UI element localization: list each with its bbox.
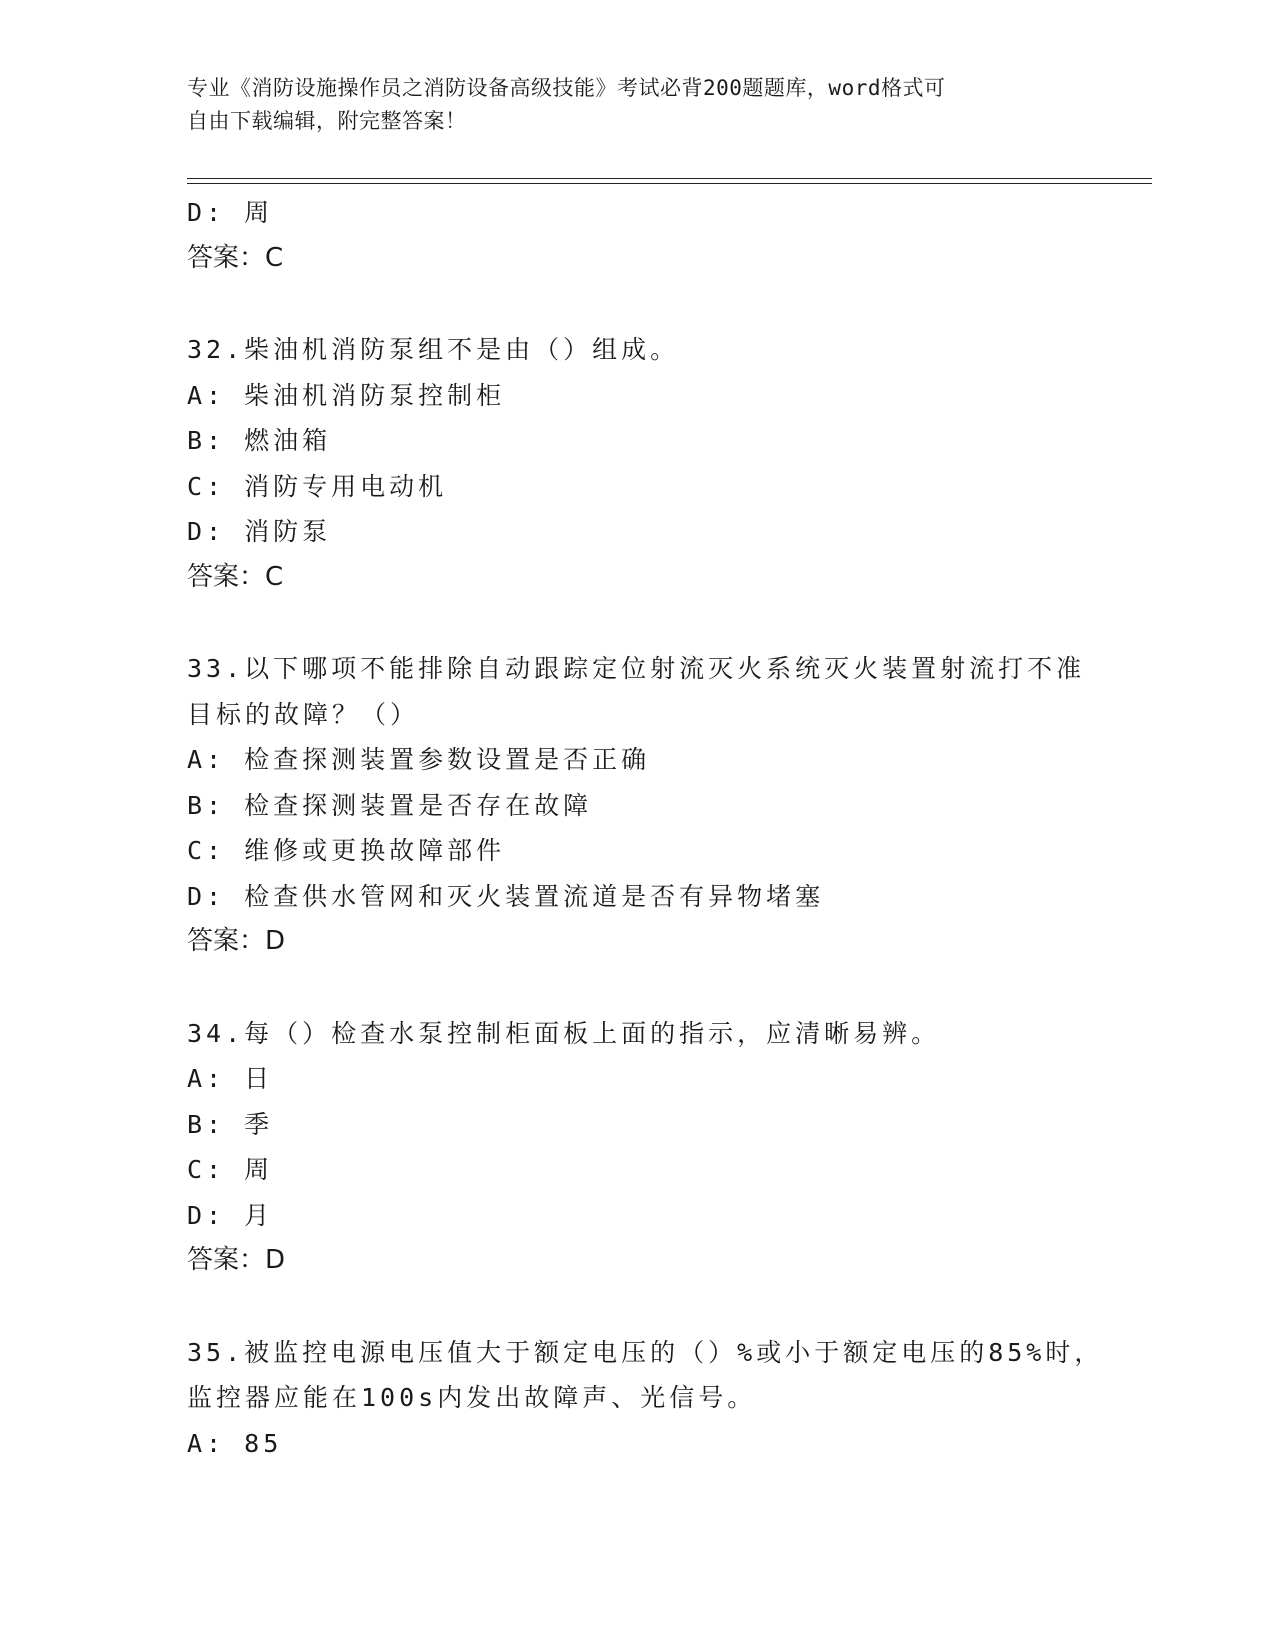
question-33-option-c: C: 维修或更换故障部件	[187, 836, 506, 865]
question-34-option-c: C: 周	[187, 1155, 274, 1184]
question-32	[187, 327, 1087, 600]
prev-question	[187, 190, 1087, 281]
question-33	[187, 646, 1087, 965]
header-line-1: 专业《消防设施操作员之消防设备高级技能》考试必背200题题库，word格式可	[187, 76, 946, 100]
question-34-answer: 答案：D	[187, 1245, 286, 1275]
header-divider-top	[187, 178, 1152, 179]
question-32-option-a: A: 柴油机消防泵控制柜	[187, 380, 506, 410]
question-33-option-d: D: 检查供水管网和灭火装置流道是否有异物堵塞	[187, 881, 825, 911]
question-34-option-b: B: 季	[187, 1109, 274, 1139]
question-33-option-a: A: 检查探测装置参数设置是否正确	[187, 745, 651, 774]
question-33-stem-line-1: 33.以下哪项不能排除自动跟踪定位射流灭火系统灭火装置射流打不准	[187, 654, 1086, 683]
question-32-option-b: B: 燃油箱	[187, 426, 332, 455]
question-35-stem-line-2: 监控器应能在100s内发出故障声、光信号。	[187, 1383, 757, 1412]
prev-answer: 答案：C	[187, 242, 284, 273]
question-33-stem-line-2: 目标的故障？（）	[187, 699, 420, 729]
header-divider-bottom	[187, 183, 1152, 184]
question-34	[187, 1011, 1087, 1284]
question-34-option-d: D: 月	[187, 1200, 274, 1230]
question-32-option-c: C: 消防专用电动机	[187, 471, 448, 501]
question-35	[187, 1330, 1104, 1467]
question-32-option-d: D: 消防泵	[187, 517, 332, 546]
question-32-stem: 32.柴油机消防泵组不是由（）组成。	[187, 335, 680, 364]
question-33-answer: 答案：D	[187, 926, 286, 956]
question-list	[187, 190, 1104, 1466]
question-34-stem: 34.每（）检查水泵控制柜面板上面的指示，应清晰易辨。	[187, 1018, 941, 1048]
question-35-stem-line-1: 35.被监控电源电压值大于额定电压的（）%或小于额定电压的85%时，	[187, 1337, 1104, 1367]
question-35-option-a: A: 85	[187, 1428, 283, 1458]
question-32-answer: 答案：C	[187, 561, 284, 592]
question-33-option-b: B: 检查探测装置是否存在故障	[187, 790, 593, 820]
header-line-2: 自由下载编辑，附完整答案！	[187, 109, 467, 133]
prev-option-d: D: 周	[187, 198, 274, 227]
document-header	[187, 72, 1067, 138]
question-34-option-a: A: 日	[187, 1064, 274, 1093]
